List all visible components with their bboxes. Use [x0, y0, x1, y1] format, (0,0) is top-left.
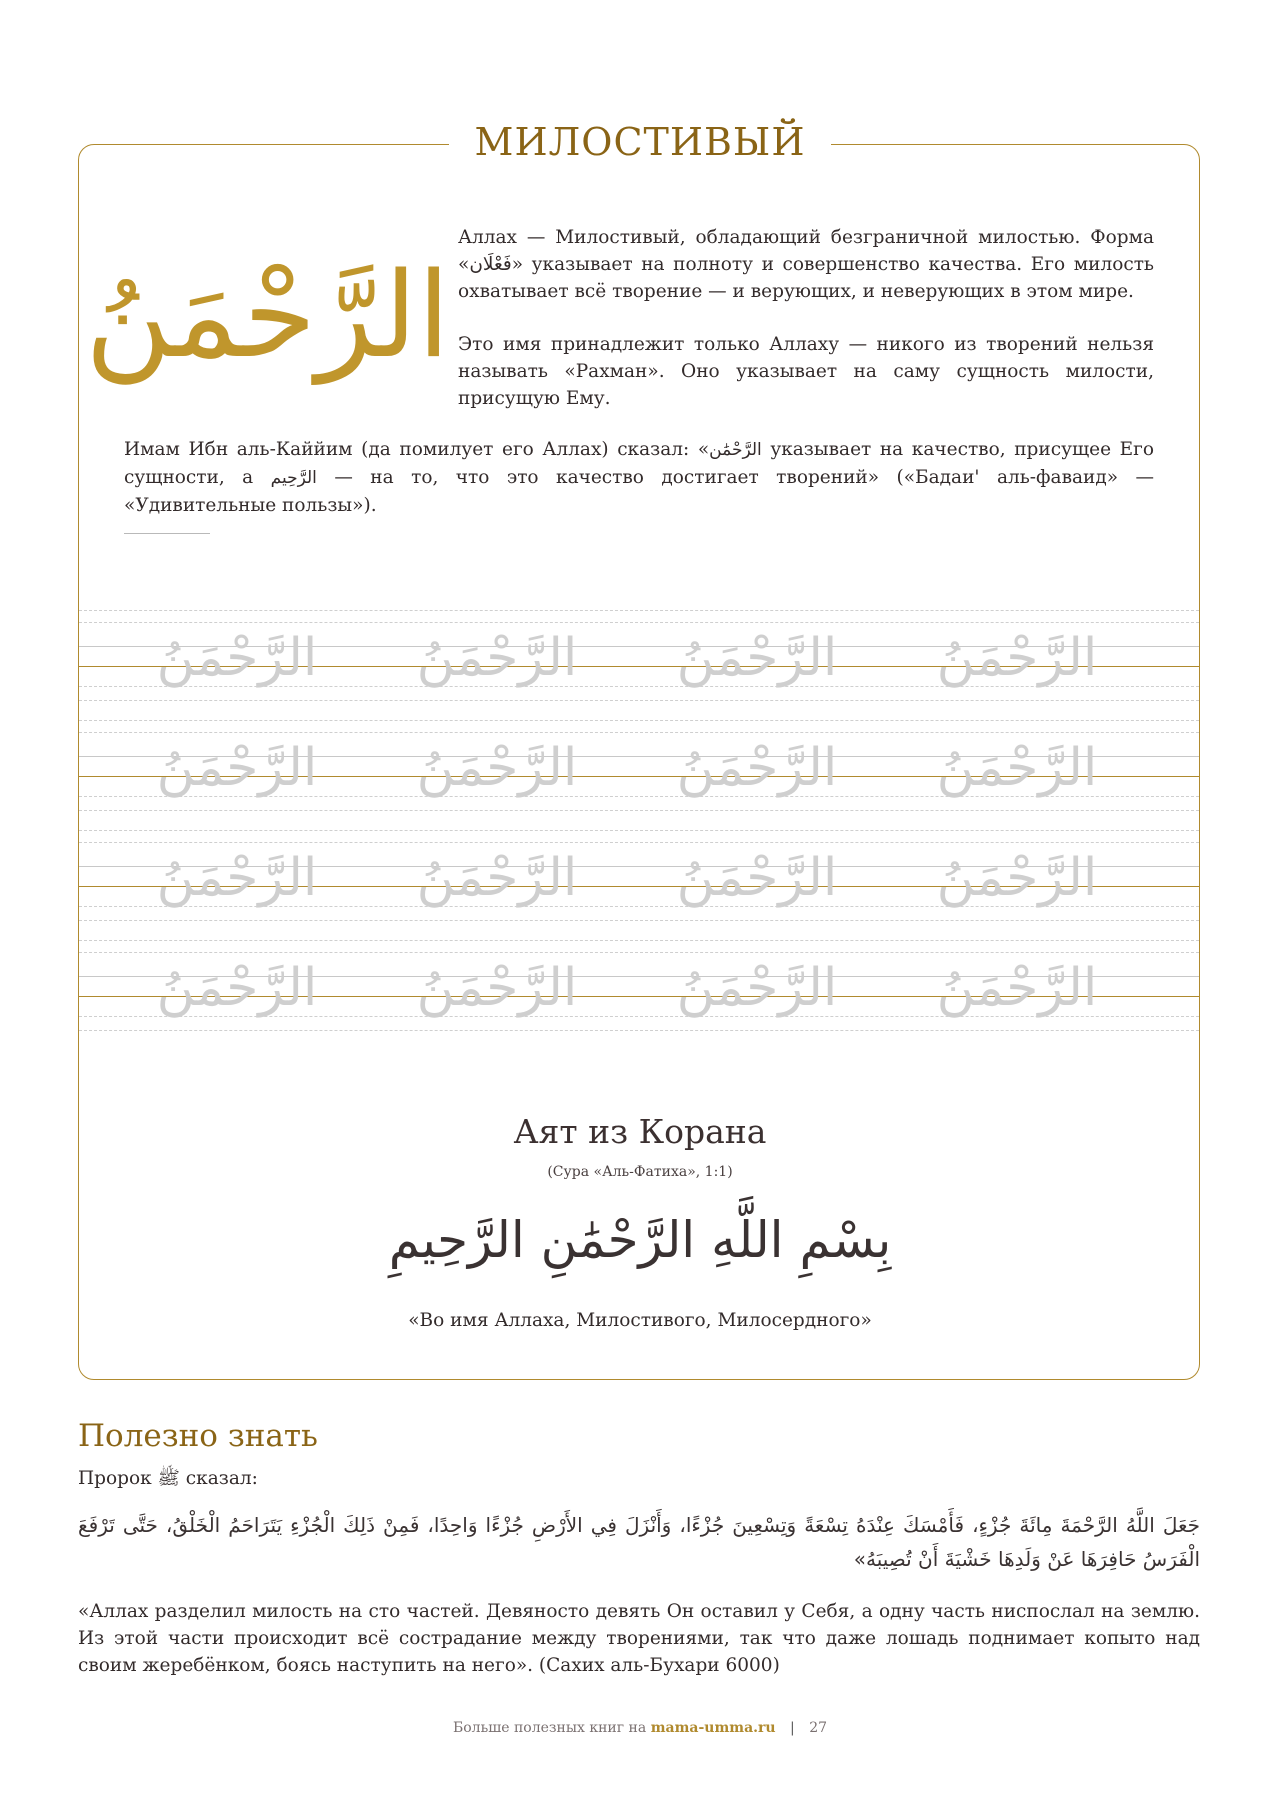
trace-word: الرَّحْمَنُ: [416, 958, 578, 1018]
trace-word: الرَّحْمَنُ: [936, 848, 1098, 908]
hadith-arabic: جَعَلَ اللَّهُ الرَّحْمَةَ مِائَةَ جُزْءٍ، فَأَمْسَكَ عِنْدَهُ تِسْعَةً وَتِسْعِينَ جُزْءًا، وَأَنْزَلَ فِي الأَرْضِ جُزْءًا وَاحِدًا، فَمِنْ ذَلِكَ الْجُزْءِ يَتَرَاحَمُ الْخَلْقُ، حَتَّى تَرْفَعَ الْفَرَسُ حَافِرَهَا عَنْ وَلَدِهَا خَشْيَةَ أَنْ تُصِيبَهُ»: [78, 1513, 1200, 1571]
trace-word: الرَّحْمَنُ: [936, 738, 1098, 798]
ayah-translation: «Во имя Аллаха, Милостивого, Милосердного»: [408, 1310, 872, 1331]
useful-section-title: Полезно знать: [78, 1418, 318, 1454]
intro-text: [458, 224, 1154, 438]
footer-site-link[interactable]: mama-umma.ru: [650, 1720, 776, 1736]
trace-word: الرَّحْمَنُ: [936, 958, 1098, 1018]
quote-part-2: указывает на качество, присущее Его сущности, а: [124, 439, 1154, 488]
ayah-arabic: بِسْمِ اللَّهِ الرَّحْمَٰنِ الرَّحِيمِ: [388, 1211, 892, 1269]
intro-paragraph-1: Аллах — Милостивый, обладающий безграничной милостью. Форма «فَعْلَان» указывает на полноту и совершенство качества. Его милость охватывает всё творение — и верующих, и неверующих в этом мире.: [458, 227, 1154, 302]
footer-text: Больше полезных книг на: [452, 1720, 647, 1736]
ayah-reference: (Сура «Аль-Фатиха», 1:1): [547, 1164, 733, 1180]
hadith-translation: «Аллах разделил милость на сто частей. Девяносто девять Он оставил у Себя, а одну часть ниспослал на землю. Из этой части происходит всё сострадание между творениями, так что даже лошадь поднимает копыто над своим жеребёнком, боясь наступить на него». (Сахих аль-Бухари 6000): [78, 1601, 1200, 1676]
guide-line: [79, 720, 1199, 721]
quote-arabic-2: الرَّحِيم: [270, 468, 317, 488]
trace-word: الرَّحْمَنُ: [416, 628, 578, 688]
page-number: 27: [809, 1720, 828, 1736]
trace-word: الرَّحْمَنُ: [676, 628, 838, 688]
intro-paragraph-2: Это имя принадлежит только Аллаху — никого из творений нельзя называть «Рахман». Оно указывает на саму сущность милости, присущую Ему.: [458, 334, 1154, 409]
guide-line: [79, 1030, 1199, 1031]
trace-word: الرَّحْمَنُ: [676, 738, 838, 798]
guide-line: [79, 810, 1199, 811]
trace-word: الرَّحْمَنُ: [416, 738, 578, 798]
title-wrap: [0, 120, 1280, 164]
trace-word: الرَّحْمَنُ: [676, 958, 838, 1018]
trace-word: الرَّحْمَنُ: [416, 848, 578, 908]
quote-part-1: Имам Ибн аль-Каййим (да помилует его Аллах) сказал: «: [124, 439, 710, 460]
ayah-title: Аят из Корана: [513, 1112, 767, 1151]
trace-word: الرَّحْمَنُ: [676, 848, 838, 908]
scholar-quote: [124, 436, 1154, 519]
trace-word: الرَّحْمَنُ: [156, 628, 318, 688]
footnote-divider: [124, 533, 210, 534]
trace-word: الرَّحْمَنُ: [936, 628, 1098, 688]
name-calligraphy: الرَّحْمَنُ: [85, 246, 450, 384]
trace-word: الرَّحْمَنُ: [156, 738, 318, 798]
trace-word: الرَّحْمَنُ: [156, 848, 318, 908]
guide-line: [79, 610, 1199, 611]
footer-separator: |: [790, 1720, 795, 1736]
trace-word: الرَّحْمَنُ: [156, 958, 318, 1018]
guide-line: [79, 920, 1199, 921]
guide-line: [79, 830, 1199, 831]
page-footer: [0, 1720, 1280, 1736]
hadith-intro: Пророк ﷺ сказал:: [78, 1468, 258, 1489]
guide-line: [79, 940, 1199, 941]
tracing-practice-area: [79, 610, 1199, 1050]
quote-part-3: — на то, что это качество достигает творений» («Бадаи' аль-фаваид» — «Удивительные пользы»).: [124, 467, 1154, 516]
guide-line: [79, 700, 1199, 701]
quote-arabic-1: الرَّحْمَٰن: [709, 440, 762, 460]
page-title: МИЛОСТИВЫЙ: [449, 120, 832, 164]
